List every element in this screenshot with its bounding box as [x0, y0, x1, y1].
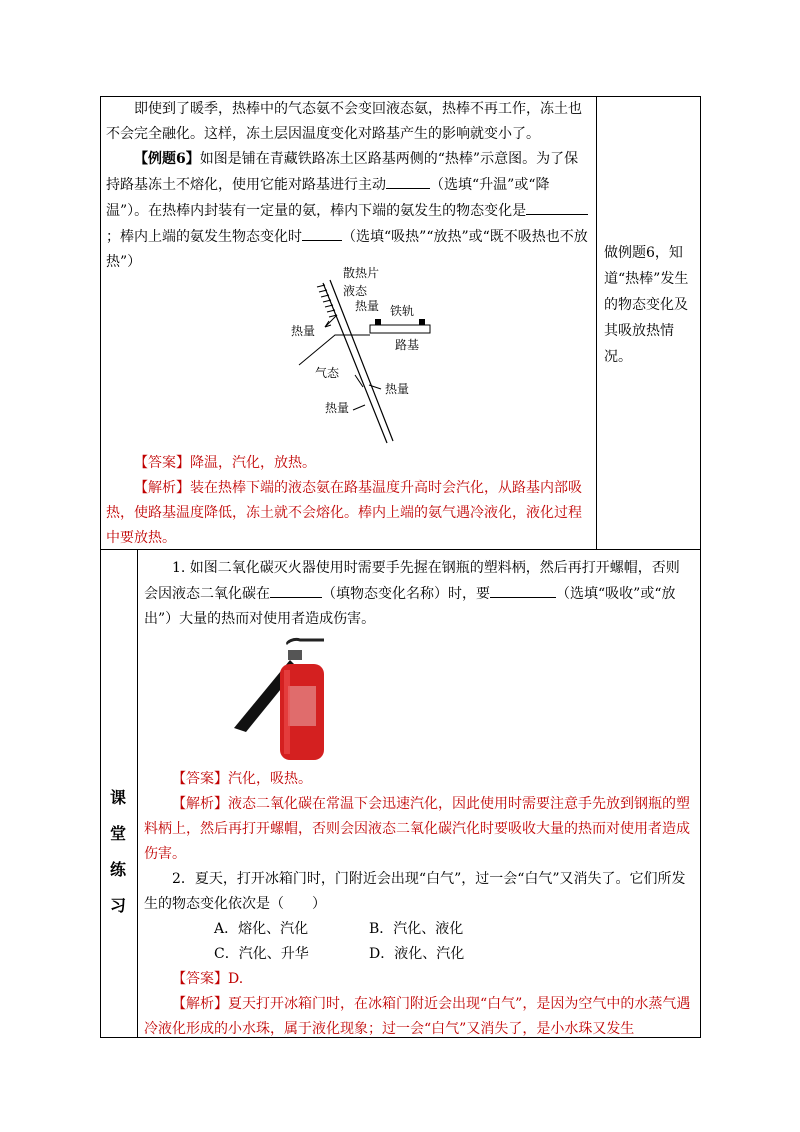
extinguisher-valve	[288, 650, 302, 660]
rail-right	[419, 319, 425, 325]
q2-option-b: B．汽化、液化	[369, 921, 464, 937]
figure-background	[299, 269, 438, 445]
heat-rod-figure	[285, 265, 440, 447]
question-1: 1. 如图二氧化碳灭火器使用时需要手先握在钢瓶的塑料柄，然后再打开螺帽，否则会因液态二氧化碳在 （填物态变化名称）时，要 （选填“吸收”或“放出”）大量的热而对使用者造成伤害。	[144, 560, 680, 627]
q2-option-c: C．汽化、升华	[214, 946, 309, 962]
teaching-note: 做例题6，知道“热棒”发生的物态变化及其吸放热情况。	[604, 245, 689, 365]
q2-answer: 【答案】D.	[172, 971, 244, 987]
q2-options-row-1	[144, 917, 692, 942]
rail-left	[375, 319, 381, 325]
practice-side-label: 课 堂 练 习	[109, 788, 126, 915]
label-heat-top: 热量	[355, 299, 380, 313]
q1-blank-2	[490, 581, 556, 598]
answer-line: 【答案】降温，汽化，放热。	[134, 455, 316, 471]
blank-1	[386, 172, 430, 189]
roadbed-shape	[370, 325, 430, 333]
table-left-border	[100, 96, 101, 1038]
extinguisher-highlight	[284, 670, 290, 754]
extinguisher-label	[288, 686, 316, 726]
label-liquid: 液态	[343, 284, 368, 298]
q1-blank-1	[270, 581, 322, 598]
analysis-line: 【解析】装在热棒下端的液态氨在路基温度升高时会汽化，从路基内部吸热，使路基温度降低，冻土就不会熔化。棒内上端的氨气遇冷液化，液化过程中要放热。	[106, 480, 582, 546]
q1-answer: 【答案】汽化，吸热。	[172, 771, 312, 787]
q2-option-d: D．液化、汽化	[369, 946, 465, 962]
extinguisher-handle	[288, 639, 324, 644]
top-content-cell	[106, 97, 590, 275]
example-question: 【例题6】如图是铺在青藏铁路冻土区路基两侧的“热棒”示意图。为了保持路基冻土不熔化，使用它能对路基进行主动 （选填“升温”或“降温”）。在热棒内封装有一定量的氨，棒内下端的氨发生的物态变化是；棒内上端的氨发生物态变化时 （选填“吸热”“放热”或“既不吸热也不放热”）	[106, 151, 588, 270]
fire-extinguisher-image	[228, 636, 338, 762]
blank-3	[302, 224, 342, 241]
label-fins: 散热片	[343, 266, 380, 280]
label-heat-left: 热量	[291, 324, 316, 338]
label-gas: 气态	[315, 366, 340, 380]
question-2: 2．夏天，打开冰箱门时，门附近会出现“白气”，过一会“白气”又消失了。它们所发生的物态变化依次是（ ）	[144, 871, 686, 912]
table-mid-vertical	[596, 96, 597, 550]
label-heat-right: 热量	[385, 382, 410, 396]
label-roadbed: 路基	[395, 338, 420, 352]
practice-cell-bottom	[144, 767, 692, 1042]
table-label-vertical	[137, 549, 138, 1038]
q2-options-row-2	[144, 942, 692, 967]
q1-analysis: 【解析】液态二氧化碳在常温下会迅速汽化，因此使用时需要注意手先放到钢瓶的塑料柄上，然后再打开螺帽，否则会因液态二氧化碳汽化时要吸收大量的热而对使用者造成伤害。	[144, 796, 690, 862]
practice-cell-top	[144, 556, 692, 632]
intro-paragraph: 即使到了暖季，热棒中的气态氨不会变回液态氨，热棒不再工作，冻土也不会完全融化。这样，冻土层因温度变化对路基产生的影响就变小了。	[106, 101, 582, 142]
top-answer-cell	[106, 451, 590, 551]
label-rail: 铁轨	[390, 304, 415, 318]
example-tag: 【例题6】	[134, 151, 200, 167]
q2-option-a: A．熔化、汽化	[214, 921, 309, 937]
blank-2	[526, 198, 588, 215]
label-heat-bottom: 热量	[325, 401, 350, 415]
q2-analysis: 【解析】夏天打开冰箱门时，在冰箱门附近会出现“白气”，是因为空气中的水蒸气遇冷液化形成的小水珠，属于液化现象；过一会“白气”又消失了，是小水珠又发生	[144, 996, 691, 1037]
table-right-border	[700, 96, 701, 1038]
